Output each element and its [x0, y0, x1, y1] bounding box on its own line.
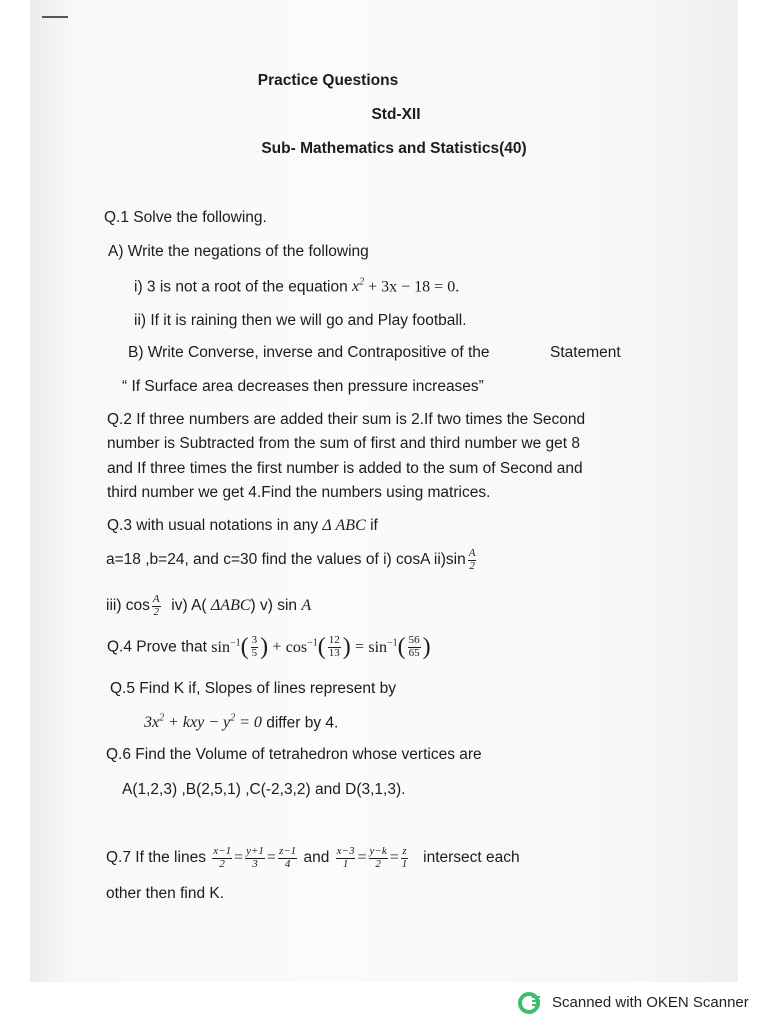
q1-a-i-equation: + 3x − 18 = 0. — [364, 278, 460, 296]
q1-a-i-math: $x^2$ — [352, 277, 365, 296]
q2-line-2: number is Subtracted from the sum of first and third number we get 8 — [107, 435, 580, 452]
q1-b-statement: Statement — [550, 344, 621, 361]
q3-frac-a-2: $\frac{A}{2}$ — [468, 547, 476, 572]
oken-scanner-logo-icon — [518, 990, 542, 1014]
q1-b-quote: “ If Surface area decreases then pressure increases” — [122, 378, 484, 395]
q2-line-4: third number we get 4.Find the numbers using matrices. — [107, 484, 491, 501]
q3-frac-a-2-b: $\frac{A}{2}$ — [152, 593, 160, 618]
q3-triangle: Δ ABC — [322, 517, 366, 534]
q1-a-ii: ii) If it is raining then we will go and Play football. — [134, 312, 467, 329]
pen-mark — [42, 16, 68, 18]
q1-a-heading: A) Write the negations of the following — [108, 243, 369, 260]
q3-line-3: iii) cos $\frac{A}{2}$ iv) A( ΔABC) v) sin A — [106, 593, 312, 618]
q1-a-i — [134, 277, 459, 296]
doc-subject: Sub- Mathematics and Statistics(40) — [261, 140, 527, 157]
scanner-watermark — [518, 990, 749, 1014]
q5-equation: $3x^2$ + kxy − $y^2 = 0$ differ by 4. — [144, 713, 339, 732]
q6-points: A(1,2,3) ,B(2,5,1) ,C(-2,3,2) and D(3,1,3). — [122, 781, 406, 798]
q4-line: Q.4 Prove that $\sin^{-1}$( $\frac{3}{5}$ ) + $\cos^{-1}$( $\frac{12}{13}$ ) = $\sin^{-1}$( $\frac{56}{65}$ ) — [107, 634, 431, 660]
q1-a-i-text: i) 3 is not a root of the equation — [134, 278, 348, 296]
q3-heading: Q.3 with usual notations in any Δ ABC if — [107, 517, 378, 534]
q1-b-heading: B) Write Converse, inverse and Contrapositive of the — [128, 344, 490, 361]
q6-heading: Q.6 Find the Volume of tetrahedron whose vertices are — [106, 746, 482, 763]
q7-line-1: Q.7 If the lines $\frac{x-1}{2}$ = $\frac{y+1}{3}$ = $\frac{z-1}{4}$ and $\frac{x-3}{1}$ = $\frac{y-k}{2}$ = $\frac{z}{1}$ intersect each — [106, 845, 520, 870]
q3-line-2: a=18 ,b=24, and c=30 find the values of i) cosA ii)sin $\frac{A}{2}$ — [106, 547, 476, 572]
q2-line-3: and If three times the first number is added to the sum of Second and — [107, 460, 583, 477]
doc-std: Std-XII — [371, 106, 421, 123]
q5-heading: Q.5 Find K if, Slopes of lines represent by — [110, 680, 397, 697]
q7-line-2: other then find K. — [106, 885, 225, 902]
q2-line-1: Q.2 If three numbers are added their sum is 2.If two times the Second — [107, 411, 586, 428]
doc-title: Practice Questions — [257, 72, 399, 89]
scanner-text: Scanned with OKEN Scanner — [552, 993, 749, 1011]
q1-heading: Q.1 Solve the following. — [104, 209, 267, 226]
